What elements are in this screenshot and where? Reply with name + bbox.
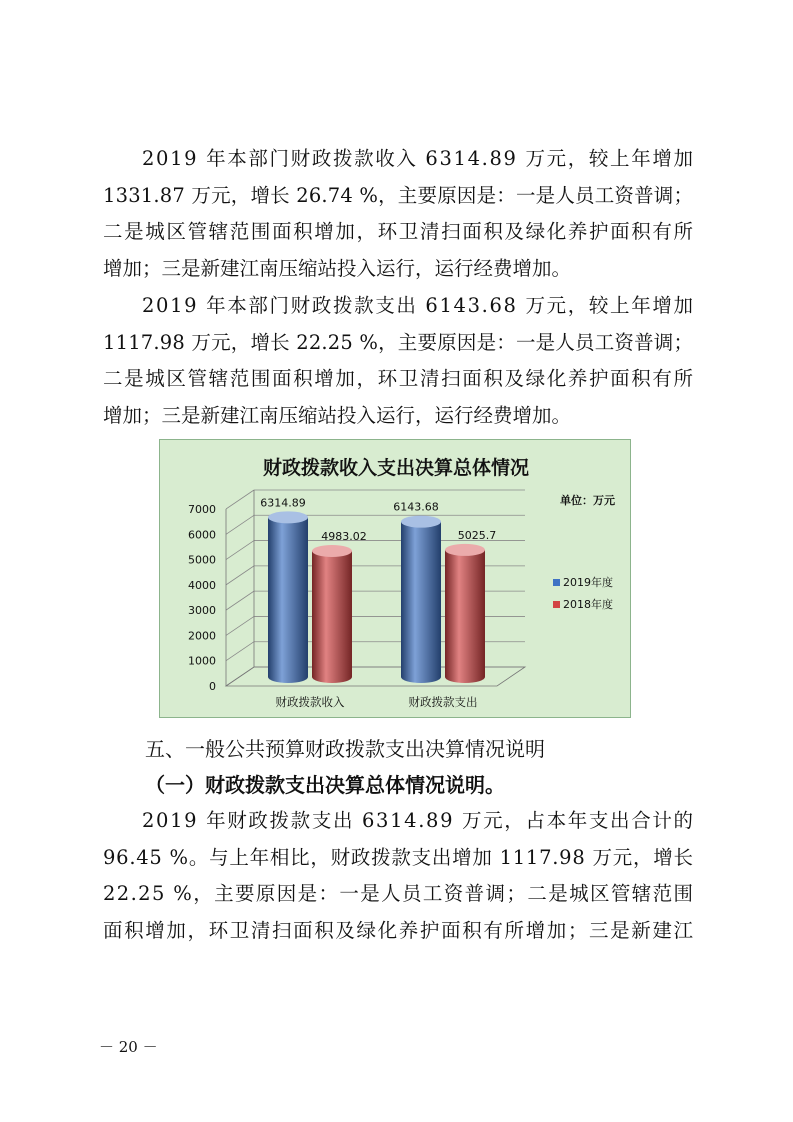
subsection-heading: （一）财政拨款支出决算总体情况说明。 xyxy=(145,773,505,797)
chart-unit-label: 单位：万元 xyxy=(560,494,615,507)
y-tick-label: 6000 xyxy=(188,528,216,542)
bar-2018-0 xyxy=(312,551,352,683)
bar-2019-1 xyxy=(401,522,441,683)
paragraph-income xyxy=(103,141,693,287)
y-tick-label: 0 xyxy=(209,680,216,693)
chart-financial-allocation xyxy=(159,439,631,718)
paragraph-line: 面积增加，环卫清扫面积及绿化养护面积有所增加；三是新建江 xyxy=(103,918,695,942)
x-category-label: 财政拨款收入 xyxy=(275,695,345,709)
chart-canvas xyxy=(160,440,632,719)
paragraph-general-budget xyxy=(103,803,693,949)
paragraph-expense xyxy=(103,288,693,434)
legend-label: 2018年度 xyxy=(563,598,613,611)
gridline-depth xyxy=(226,490,254,509)
paragraph-line: 二是城区管辖范围面积增加，环卫清扫面积及绿化养护面积有所 xyxy=(103,367,695,391)
paragraph-line: 22.25 %，主要原因是：一是人员工资普调；二是城区管辖范围 xyxy=(103,882,695,906)
paragraph-line: 增加；三是新建江南压缩站投入运行，运行经费增加。 xyxy=(103,256,572,280)
y-tick-label: 2000 xyxy=(188,629,216,643)
bar-top xyxy=(268,511,308,523)
paragraph-line: 2019 年财政拨款支出 6314.89 万元，占本年支出合计的 xyxy=(142,809,695,832)
legend-swatch xyxy=(553,579,560,586)
bar-2019-0 xyxy=(268,517,308,683)
data-label: 6314.89 xyxy=(260,496,306,510)
x-category-label: 财政拨款支出 xyxy=(408,695,478,709)
section-heading: 五、一般公共预算财政拨款支出决算情况说明 xyxy=(145,737,545,761)
gridline-depth xyxy=(226,541,254,560)
gridline-depth xyxy=(226,515,254,534)
y-tick-label: 4000 xyxy=(188,578,216,592)
paragraph-line: 2019 年本部门财政拨款支出 6143.68 万元，较上年增加 xyxy=(142,294,695,317)
paragraph-line: 2019 年本部门财政拨款收入 6314.89 万元，较上年增加 xyxy=(142,147,695,170)
bar-top xyxy=(445,544,485,556)
bar-2018-1 xyxy=(445,550,485,683)
paragraph-line: 增加；三是新建江南压缩站投入运行，运行经费增加。 xyxy=(103,403,572,427)
data-label: 6143.68 xyxy=(393,500,439,514)
legend-label: 2019年度 xyxy=(563,576,613,589)
paragraph-line: 二是城区管辖范围面积增加，环卫清扫面积及绿化养护面积有所 xyxy=(103,220,695,244)
y-tick-label: 7000 xyxy=(188,503,216,516)
legend-swatch xyxy=(553,601,560,608)
gridline-depth xyxy=(226,642,254,661)
gridline-depth xyxy=(226,591,254,610)
paragraph-line: 1117.98 万元，增长 22.25 %，主要原因是：一是人员工资普调； xyxy=(103,330,694,354)
paragraph-line: 96.45 %。与上年相比，财政拨款支出增加 1117.98 万元，增长 xyxy=(103,845,694,869)
y-tick-label: 1000 xyxy=(188,654,216,668)
bar-top xyxy=(312,545,352,557)
page-number: － 20 － xyxy=(99,1038,158,1056)
gridline-depth xyxy=(226,616,254,635)
bar-top xyxy=(401,516,441,528)
paragraph-line: 1331.87 万元，增长 26.74 %，主要原因是：一是人员工资普调； xyxy=(103,183,694,207)
data-label: 4983.02 xyxy=(321,530,367,544)
chart-title: 财政拨款收入支出决算总体情况 xyxy=(262,457,530,479)
y-tick-label: 3000 xyxy=(188,604,216,618)
y-tick-label: 5000 xyxy=(188,553,216,567)
data-label: 5025.7 xyxy=(457,528,497,542)
gridline-depth xyxy=(226,566,254,585)
